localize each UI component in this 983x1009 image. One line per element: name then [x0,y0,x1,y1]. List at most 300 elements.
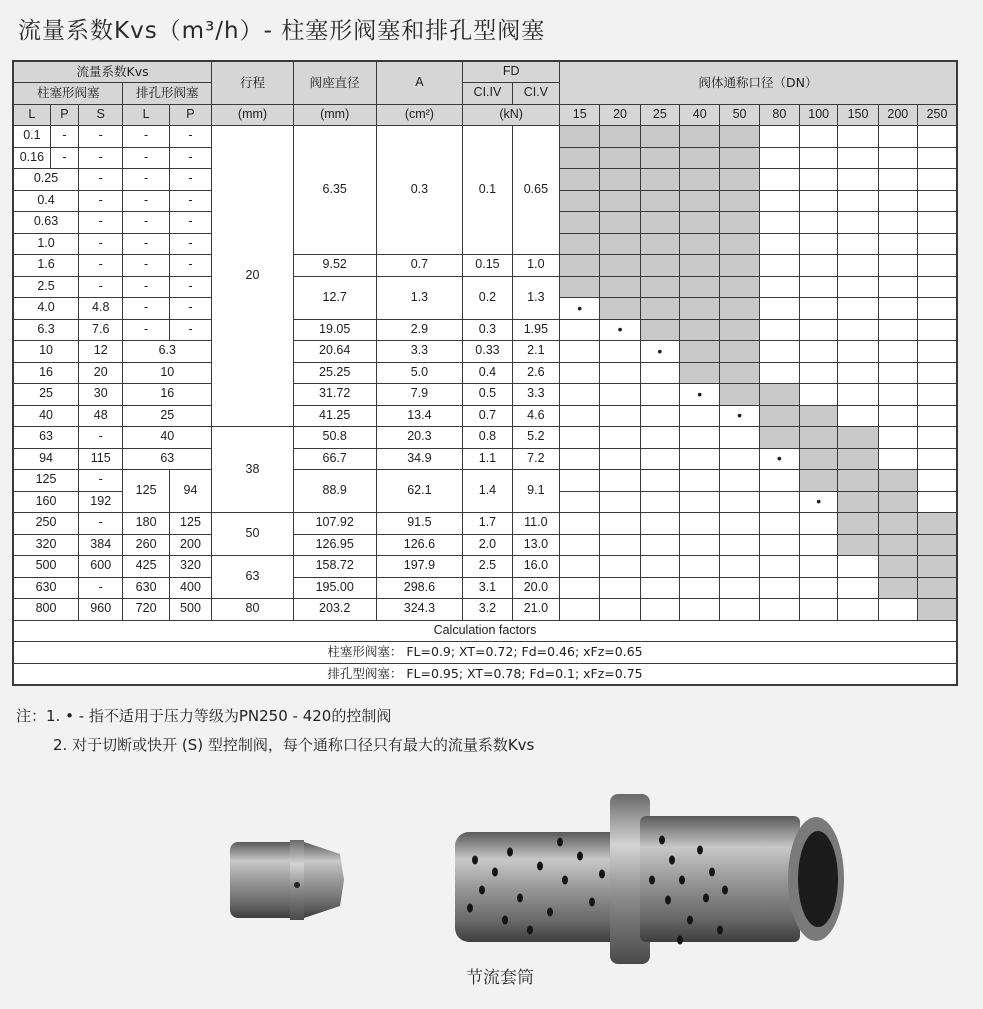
sleeve-hole [659,836,665,845]
seat-diameter-cell: 195.00 [293,577,376,599]
dn-cell-100 [800,169,838,191]
kvs-s-cell: 4.8 [79,298,123,320]
dn-cell-200 [878,190,917,212]
fd-ci5-cell: 3.3 [512,384,559,406]
dn-cell-50 [720,513,759,535]
kvs-s-cell: - [79,276,123,298]
dn-cell-250 [918,448,958,470]
dn-cell-15 [560,190,600,212]
not-applicable-dot: • [577,299,583,316]
dn-cell-80 [759,513,799,535]
dn-cell-100 [800,298,838,320]
calc-title: Calculation factors [13,620,957,642]
dn-cell-15 [560,341,600,363]
table-row [13,599,957,621]
seat-diameter-cell: 107.92 [293,513,376,535]
dn-cell-200 [878,319,917,341]
perforated-kvs-cell: 10 [123,362,212,384]
dn-cell-80 [759,276,799,298]
dn-cell-50 [720,212,759,234]
perforated-l-cell: - [123,169,169,191]
sleeve-hole [649,876,655,885]
dn-cell-20 [600,599,640,621]
stroke-cell: 50 [212,513,294,556]
dn-cell-40 [680,534,720,556]
seat-diameter-cell: 88.9 [293,470,376,513]
sleeve-hole [665,896,671,905]
dn-cell-250 [918,577,958,599]
dn-cell-250 [918,384,958,406]
dn-cell-15 [560,319,600,341]
dn-cell-150 [838,599,878,621]
dn-cell-15 [560,405,600,427]
fd-ci4-cell: 0.33 [463,341,512,363]
sleeve-hole [669,856,675,865]
dn-cell-150 [838,470,878,492]
dn-cell-20 [600,169,640,191]
dn-cell-20 [600,319,640,341]
dn-cell-40 [680,405,720,427]
page-title: 流量系数Kvs（m³/h）- 柱塞形阀塞和排孔型阀塞 [18,18,546,44]
kvs-lp-cell: 0.4 [13,190,79,212]
dn-cell-15 [560,126,600,148]
kvs-header: 流量系数Kvs [13,61,212,83]
dn-cell-25 [640,384,679,406]
fd-ci4-cell: 1.1 [463,448,512,470]
dn-cell-20 [600,427,640,449]
dn-cell-50 [720,190,759,212]
dn-cell-25 [640,491,679,513]
kvs-s-cell: - [79,255,123,277]
sleeve-hole [703,894,709,903]
seat-header: 阀座直径 [293,61,376,104]
perforated-p-cell: - [169,233,211,255]
dn-cell-150 [838,427,878,449]
note-2: 2. 对于切断或快开 (S) 型控制阀，每个通称口径只有最大的流量系数Kvs [53,736,535,754]
dn-cell-50 [720,599,759,621]
dn-size-header: 25 [640,104,679,126]
kvs-s-cell: 30 [79,384,123,406]
area-cell: 0.3 [376,126,463,255]
dn-cell-20 [600,405,640,427]
perforated-p-cell: 320 [169,556,211,578]
fd-ci5-cell: 1.95 [512,319,559,341]
table-row [13,577,957,599]
kvs-s-cell: 384 [79,534,123,556]
fd-ci5-cell: 4.6 [512,405,559,427]
dn-size-header: 150 [838,104,878,126]
dn-cell-25 [640,341,679,363]
perforated-l-cell: - [123,190,169,212]
seat-diameter-cell: 12.7 [293,276,376,319]
area-cell: 324.3 [376,599,463,621]
fd-ci5-cell: 16.0 [512,556,559,578]
dn-cell-150 [838,298,878,320]
dn-cell-150 [838,556,878,578]
dn-cell-100 [800,147,838,169]
dn-cell-150 [838,319,878,341]
dn-size-header: 40 [680,104,720,126]
dn-size-header: 100 [800,104,838,126]
perforated-p-cell: - [169,276,211,298]
dn-cell-100 [800,384,838,406]
sleeve-hole [479,886,485,895]
sleeve-hole [679,876,685,885]
seat-diameter-cell: 6.35 [293,126,376,255]
dn-cell-50 [720,427,759,449]
dn-cell-40 [680,513,720,535]
seat-unit: (mm) [293,104,376,126]
dn-cell-150 [838,255,878,277]
dn-cell-50 [720,448,759,470]
dn-cell-40 [680,319,720,341]
dn-cell-80 [759,577,799,599]
area-header: A [376,61,463,104]
kvs-table [12,60,958,686]
dn-cell-40 [680,147,720,169]
kvs-lp-cell: 630 [13,577,79,599]
dn-cell-15 [560,448,600,470]
fd-ci5-cell: 20.0 [512,577,559,599]
stroke-unit: (mm) [212,104,294,126]
fd-ci4-cell: 0.8 [463,427,512,449]
dn-cell-15 [560,147,600,169]
kvs-s-cell: - [79,126,123,148]
dn-cell-20 [600,448,640,470]
dn-cell-200 [878,147,917,169]
kvs-s-cell: 600 [79,556,123,578]
sleeve-hole [547,908,553,917]
fd-ci5-cell: 9.1 [512,470,559,513]
dn-cell-150 [838,147,878,169]
dn-cell-150 [838,362,878,384]
dn-cell-15 [560,384,600,406]
dn-cell-250 [918,405,958,427]
fd-ci4-cell: 0.4 [463,362,512,384]
dn-cell-100 [800,448,838,470]
dn-size-header: 15 [560,104,600,126]
table-body [13,126,957,621]
dn-cell-80 [759,212,799,234]
seat-diameter-cell: 31.72 [293,384,376,406]
table-row [13,341,957,363]
dn-cell-80 [759,319,799,341]
dn-cell-25 [640,577,679,599]
kvs-lp-cell: 40 [13,405,79,427]
dn-cell-20 [600,384,640,406]
perforated-p-cell: - [169,255,211,277]
dn-cell-15 [560,577,600,599]
calc-perforated: 排孔型阀塞： FL=0.95; XT=0.78; Fd=0.1; xFz=0.75 [13,663,957,685]
dn-cell-100 [800,233,838,255]
area-cell: 1.3 [376,276,463,319]
area-cell: 20.3 [376,427,463,449]
dn-cell-250 [918,126,958,148]
dn-cell-80 [759,147,799,169]
sleeve-hole [697,846,703,855]
dn-cell-200 [878,362,917,384]
table-row [13,276,957,298]
kvs-s-cell: - [79,169,123,191]
perforated-p-cell: 500 [169,599,211,621]
dn-cell-15 [560,599,600,621]
dn-cell-250 [918,190,958,212]
kvs-lp-cell: 160 [13,491,79,513]
dn-cell-250 [918,491,958,513]
dn-cell-100 [800,491,838,513]
plug-part [230,840,344,920]
table-row [13,513,957,535]
dn-cell-20 [600,577,640,599]
dn-cell-100 [800,276,838,298]
dn-cell-150 [838,384,878,406]
fd-ci5-cell: 2.1 [512,341,559,363]
fd-ci4-cell: 0.1 [463,126,512,255]
fd-ci5-cell: 0.65 [512,126,559,255]
seat-diameter-cell: 158.72 [293,556,376,578]
fd-ci5-cell: 21.0 [512,599,559,621]
perf-p-header: P [169,104,211,126]
not-applicable-dot: • [697,385,703,402]
dn-cell-80 [759,169,799,191]
kvs-s-cell: 192 [79,491,123,513]
dn-cell-25 [640,276,679,298]
table-row [13,362,957,384]
dn-cell-50 [720,126,759,148]
dn-cell-50 [720,169,759,191]
dn-cell-15 [560,513,600,535]
dn-cell-25 [640,255,679,277]
dn-cell-40 [680,491,720,513]
kvs-lp-cell: 1.0 [13,233,79,255]
not-applicable-dot: • [776,450,782,467]
kvs-lp-cell: 0.63 [13,212,79,234]
dn-cell-150 [838,190,878,212]
seat-diameter-cell: 126.95 [293,534,376,556]
sleeve-hole [687,916,693,925]
kvs-s-cell: 12 [79,341,123,363]
dn-cell-40 [680,470,720,492]
dn-cell-80 [759,491,799,513]
sleeve-hole [537,862,543,871]
perforated-p-cell: - [169,147,211,169]
kvs-s-cell: 7.6 [79,319,123,341]
dn-header: 阀体通称口径（DN） [560,61,957,104]
perforated-kvs-cell: 6.3 [123,341,212,363]
perforated-p-cell: 400 [169,577,211,599]
dn-cell-50 [720,405,759,427]
kvs-lp-cell: 94 [13,448,79,470]
area-cell: 34.9 [376,448,463,470]
dn-cell-50 [720,298,759,320]
dn-cell-40 [680,556,720,578]
perf-l-header: L [123,104,169,126]
dn-cell-40 [680,577,720,599]
sleeve-hole [589,898,595,907]
dn-cell-15 [560,556,600,578]
dn-cell-50 [720,362,759,384]
dn-cell-25 [640,319,679,341]
dn-cell-80 [759,298,799,320]
dn-cell-200 [878,577,917,599]
dn-cell-100 [800,190,838,212]
dn-cell-200 [878,599,917,621]
dn-cell-20 [600,556,640,578]
dn-cell-15 [560,212,600,234]
dn-cell-200 [878,534,917,556]
dn-cell-20 [600,276,640,298]
dn-cell-250 [918,147,958,169]
dn-cell-250 [918,362,958,384]
perforated-p-cell: - [169,169,211,191]
kvs-lp-cell: 6.3 [13,319,79,341]
dn-cell-150 [838,491,878,513]
dn-cell-250 [918,534,958,556]
fd-ci4-cell: 0.2 [463,276,512,319]
dn-cell-40 [680,298,720,320]
dn-cell-20 [600,233,640,255]
dn-cell-250 [918,427,958,449]
area-cell: 2.9 [376,319,463,341]
fd-ci4-cell: 2.0 [463,534,512,556]
dn-cell-20 [600,534,640,556]
dn-cell-80 [759,556,799,578]
stroke-cell: 63 [212,556,294,599]
dn-cell-80 [759,405,799,427]
dn-cell-20 [600,298,640,320]
dn-cell-40 [680,427,720,449]
dn-cell-25 [640,470,679,492]
fd-unit: (kN) [463,104,560,126]
dn-cell-80 [759,448,799,470]
dn-cell-80 [759,190,799,212]
dn-cell-200 [878,341,917,363]
dn-cell-25 [640,212,679,234]
sleeve-hole [599,870,605,879]
sleeve-hole [562,876,568,885]
s-header: S [79,104,123,126]
kvs-s-cell: 960 [79,599,123,621]
kvs-l-cell: 0.16 [13,147,50,169]
dn-cell-200 [878,470,917,492]
dn-cell-50 [720,319,759,341]
fd-ci5-cell: 11.0 [512,513,559,535]
kvs-s-cell: 115 [79,448,123,470]
stroke-cell: 80 [212,599,294,621]
perforated-l-cell: - [123,233,169,255]
dn-cell-40 [680,276,720,298]
kvs-s-cell: - [79,470,123,492]
dn-cell-250 [918,513,958,535]
seat-diameter-cell: 50.8 [293,427,376,449]
table-row [13,556,957,578]
kvs-s-cell: 20 [79,362,123,384]
dn-cell-25 [640,448,679,470]
dn-cell-15 [560,491,600,513]
dn-cell-150 [838,513,878,535]
dn-cell-40 [680,599,720,621]
fd-ci5-cell: 2.6 [512,362,559,384]
table-row [13,255,957,277]
area-cell: 5.0 [376,362,463,384]
perforated-kvs-cell: 40 [123,427,212,449]
fd-ci4-cell: 3.1 [463,577,512,599]
sleeve-part [455,794,844,964]
dn-cell-15 [560,298,600,320]
dn-cell-100 [800,556,838,578]
perforated-kvs-cell: 25 [123,405,212,427]
dn-cell-200 [878,491,917,513]
table-row [13,470,957,492]
kvs-l-cell: 0.1 [13,126,50,148]
note-1: 注：1. • - 指不适用于压力等级为PN250 - 420的控制阀 [16,707,392,725]
kvs-lp-cell: 250 [13,513,79,535]
dn-cell-20 [600,255,640,277]
table-row [13,126,957,148]
perforated-l-cell: - [123,255,169,277]
dn-cell-40 [680,126,720,148]
dn-cell-100 [800,341,838,363]
dn-cell-15 [560,362,600,384]
kvs-s-cell: - [79,233,123,255]
dn-cell-200 [878,556,917,578]
dn-cell-200 [878,126,917,148]
kvs-s-cell: 48 [79,405,123,427]
dn-cell-15 [560,470,600,492]
table-row [13,319,957,341]
dn-cell-100 [800,599,838,621]
dn-cell-100 [800,577,838,599]
fd-ci5-cell: 7.2 [512,448,559,470]
dn-cell-100 [800,405,838,427]
dn-cell-20 [600,190,640,212]
dn-cell-25 [640,534,679,556]
dn-cell-250 [918,298,958,320]
area-cell: 197.9 [376,556,463,578]
seat-diameter-cell: 203.2 [293,599,376,621]
dn-cell-150 [838,341,878,363]
dn-cell-20 [600,147,640,169]
dn-cell-25 [640,147,679,169]
dn-cell-150 [838,169,878,191]
dn-cell-20 [600,513,640,535]
dn-cell-20 [600,212,640,234]
kvs-lp-cell: 25 [13,384,79,406]
table-row [13,534,957,556]
area-cell: 126.6 [376,534,463,556]
photo-caption: 节流套筒 [466,968,534,988]
dn-cell-80 [759,233,799,255]
perforated-l-cell: - [123,298,169,320]
fd-ci4-cell: 3.2 [463,599,512,621]
dn-cell-25 [640,169,679,191]
dn-cell-25 [640,362,679,384]
sleeve-hole [722,886,728,895]
dn-cell-80 [759,255,799,277]
dn-cell-40 [680,341,720,363]
kvs-lp-cell: 0.25 [13,169,79,191]
dn-cell-200 [878,169,917,191]
dn-cell-200 [878,212,917,234]
perforated-p-cell: 94 [169,470,211,513]
fd-ci5-cell: 1.0 [512,255,559,277]
perforated-p-cell: - [169,319,211,341]
dn-cell-100 [800,513,838,535]
dn-cell-250 [918,556,958,578]
kvs-lp-cell: 10 [13,341,79,363]
dn-cell-40 [680,448,720,470]
dn-cell-100 [800,255,838,277]
